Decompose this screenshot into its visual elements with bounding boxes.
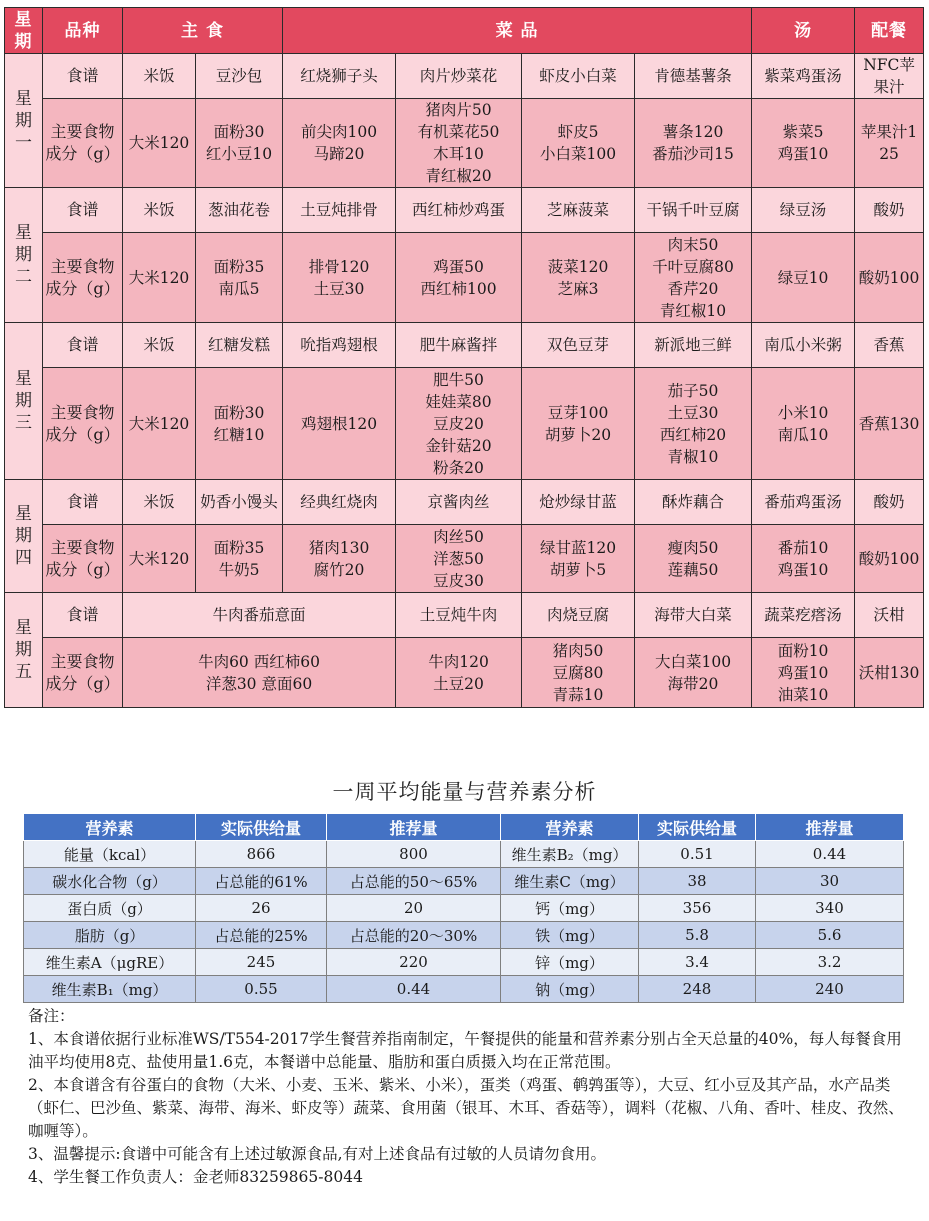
ingredient-line: 前尖肉100 <box>300 123 378 141</box>
ingredient-line: 菠菜120 <box>547 257 609 276</box>
analysis-row <box>24 976 904 1003</box>
day-label: 星期五 <box>5 593 43 708</box>
ingredient-cell <box>283 233 396 323</box>
analysis-cell: 245 <box>196 949 327 976</box>
ingredient-cell <box>635 99 752 188</box>
ingredient-cell <box>196 99 283 188</box>
ingredient-line: 牛奶5 <box>218 560 260 579</box>
analysis-cell: 蛋白质（g） <box>24 895 196 922</box>
ingredient-line: 芝麻3 <box>557 279 599 298</box>
recipe-item: 豆沙包 <box>196 54 283 99</box>
recipe-item: 葱油花卷 <box>196 188 283 233</box>
ingredient-cell <box>196 368 283 480</box>
ingredient-line: 面粉30 <box>213 403 265 422</box>
ingredient-line: 鸡蛋10 <box>777 560 829 579</box>
recipe-item: 米饭 <box>123 188 196 233</box>
menu-header-row <box>5 8 924 54</box>
ingredient-line: 薯条120 <box>662 123 724 141</box>
ingredient-line: 香蕉130 <box>858 414 920 433</box>
analysis-cell: 20 <box>327 895 501 922</box>
header-soup: 汤 <box>752 8 855 54</box>
ingredient-line: 鸡翅根120 <box>300 414 378 433</box>
analysis-cell: 维生素C（mg） <box>501 868 639 895</box>
ingredient-line: 绿甘蓝120 <box>539 538 617 557</box>
recipe-item: 干锅千叶豆腐 <box>635 188 752 233</box>
menu-recipe-row <box>5 188 924 233</box>
recipe-item: 南瓜小米粥 <box>752 323 855 368</box>
analysis-cell: 3.2 <box>756 949 904 976</box>
ingredient-cell <box>396 99 522 188</box>
analysis-cell: 维生素B₁（mg） <box>24 976 196 1003</box>
recipe-item: 米饭 <box>123 323 196 368</box>
weekly-menu-table <box>4 7 924 708</box>
ingredient-label: 主要食物成分（g） <box>43 233 123 323</box>
ingredient-line: 豆皮30 <box>433 571 484 590</box>
ingredient-line: 面粉35 <box>213 257 265 276</box>
ingredient-line: 鸡蛋10 <box>777 145 829 163</box>
analysis-cell: 占总能的20～30% <box>327 922 501 949</box>
ingredient-cell <box>396 525 522 593</box>
recipe-item: 沃柑 <box>855 593 924 638</box>
ingredient-line: 酸奶100 <box>858 268 920 287</box>
recipe-item: 绿豆汤 <box>752 188 855 233</box>
recipe-item: 虾皮小白菜 <box>522 54 635 99</box>
recipe-item: 土豆炖排骨 <box>283 188 396 233</box>
ingredient-line: 排骨120 <box>308 257 370 276</box>
recipe-item: 经典红烧肉 <box>283 480 396 525</box>
ingredient-cell <box>123 638 396 708</box>
ingredient-line: 土豆30 <box>313 279 365 298</box>
recipe-item: 酸奶 <box>855 188 924 233</box>
analysis-cell: 锌（mg） <box>501 949 639 976</box>
ingredient-cell <box>522 368 635 480</box>
ingredient-cell <box>283 368 396 480</box>
analysis-cell: 0.51 <box>639 841 756 868</box>
analysis-cell: 钙（mg） <box>501 895 639 922</box>
analysis-header-row <box>24 814 904 841</box>
ingredient-line: 红小豆10 <box>205 145 273 163</box>
ingredient-label: 主要食物成分（g） <box>43 638 123 708</box>
ingredient-line: 鸡蛋10 <box>777 663 829 682</box>
ingredient-line: 木耳10 <box>433 145 484 163</box>
ingredient-line: 紫菜5 <box>782 123 824 141</box>
recipe-label: 食谱 <box>43 480 123 525</box>
analysis-cell: 维生素A（μgRE） <box>24 949 196 976</box>
ingredient-line: 南瓜5 <box>218 279 260 298</box>
ingredient-cell <box>196 233 283 323</box>
recipe-label: 食谱 <box>43 188 123 233</box>
analysis-cell: 占总能的25% <box>196 922 327 949</box>
note-item: 2、本食谱含有谷蛋白的食物（大米、小麦、玉米、紫米、小米），蛋类（鸡蛋、鹌鹑蛋等），大豆、红小豆及其产品，水产品类（虾仁、巴沙鱼、紫菜、海带、海米、虾皮等）蔬菜、食用菌（银耳、木耳、香菇等），调料（花椒、八角、香叶、桂皮、孜然、咖喱等）。 <box>28 1076 904 1140</box>
ingredient-line: 有机菜花50 <box>417 123 500 141</box>
recipe-item: 米饭 <box>123 480 196 525</box>
ingredient-line: 南瓜10 <box>777 425 829 444</box>
recipe-item: 双色豆芽 <box>522 323 635 368</box>
ingredient-cell <box>196 525 283 593</box>
ingredient-line: 胡萝卜20 <box>544 425 612 444</box>
ingredient-cell <box>123 99 196 188</box>
ingredient-line: 茄子50 <box>667 381 719 400</box>
analysis-cell: 3.4 <box>639 949 756 976</box>
header-dishes: 菜 品 <box>283 8 752 54</box>
day-label: 星期三 <box>5 323 43 480</box>
ingredient-line: 大米120 <box>128 134 190 152</box>
ingredient-line: 腐竹20 <box>313 560 365 579</box>
ingredient-cell <box>396 368 522 480</box>
ingredient-line: 胡萝卜5 <box>549 560 607 579</box>
analysis-row <box>24 922 904 949</box>
menu-recipe-row <box>5 593 924 638</box>
ingredient-line: 红糖10 <box>213 425 265 444</box>
recipe-item: 肯德基薯条 <box>635 54 752 99</box>
analysis-cell: 维生素B₂（mg） <box>501 841 639 868</box>
analysis-cell: 铁（mg） <box>501 922 639 949</box>
analysis-title: 一周平均能量与营养素分析 <box>332 780 597 804</box>
ingredient-cell <box>522 233 635 323</box>
analysis-cell: 248 <box>639 976 756 1003</box>
analysis-row <box>24 949 904 976</box>
recipe-item: 香蕉 <box>855 323 924 368</box>
analysis-cell: 脂肪（g） <box>24 922 196 949</box>
ingredient-line: 油菜10 <box>777 685 829 704</box>
ingredient-line: 小白菜100 <box>539 145 617 163</box>
menu-recipe-row <box>5 54 924 99</box>
note-item: 4、学生餐工作负责人：金老师83259865-8044 <box>28 1168 363 1186</box>
analysis-row <box>24 895 904 922</box>
header-extra: 配餐 <box>855 8 924 54</box>
ingredient-line: 马蹄20 <box>313 145 365 163</box>
analysis-cell: 800 <box>327 841 501 868</box>
analysis-header-cell: 实际供给量 <box>196 814 327 841</box>
recipe-item: 红糖发糕 <box>196 323 283 368</box>
analysis-row <box>24 868 904 895</box>
ingredient-line: 肉末50 <box>667 235 719 254</box>
day-label: 星期一 <box>5 54 43 188</box>
ingredient-cell <box>855 99 924 188</box>
analysis-cell: 占总能的61% <box>196 868 327 895</box>
ingredient-line: 金针菇20 <box>425 436 492 455</box>
recipe-item: 紫菜鸡蛋汤 <box>752 54 855 99</box>
analysis-cell: 能量（kcal） <box>24 841 196 868</box>
ingredient-line: 面粉10 <box>777 641 829 660</box>
ingredient-line: 沃柑130 <box>858 663 920 682</box>
ingredient-line: 苹果汁125 <box>860 123 918 163</box>
analysis-header-cell: 推荐量 <box>327 814 501 841</box>
ingredient-cell <box>396 233 522 323</box>
analysis-header-cell: 实际供给量 <box>639 814 756 841</box>
ingredient-line: 西红柿100 <box>420 279 497 298</box>
analysis-cell: 0.55 <box>196 976 327 1003</box>
analysis-cell: 866 <box>196 841 327 868</box>
recipe-item: 吮指鸡翅根 <box>283 323 396 368</box>
ingredient-cell <box>522 525 635 593</box>
analysis-header-cell: 营养素 <box>501 814 639 841</box>
analysis-cell: 0.44 <box>327 976 501 1003</box>
analysis-cell: 340 <box>756 895 904 922</box>
ingredient-line: 土豆20 <box>433 674 484 693</box>
menu-ingredient-row <box>5 233 924 323</box>
ingredient-line: 青蒜10 <box>552 685 604 704</box>
ingredient-line: 番茄10 <box>777 538 829 557</box>
analysis-cell: 占总能的50～65% <box>327 868 501 895</box>
header-kind: 品种 <box>43 8 123 54</box>
ingredient-label: 主要食物成分（g） <box>43 99 123 188</box>
ingredient-cell <box>635 525 752 593</box>
ingredient-cell <box>283 99 396 188</box>
header-staple: 主 食 <box>123 8 283 54</box>
recipe-item: 肉烧豆腐 <box>522 593 635 638</box>
analysis-cell: 30 <box>756 868 904 895</box>
ingredient-cell <box>752 233 855 323</box>
ingredient-line: 酸奶100 <box>858 549 920 568</box>
day-label: 星期四 <box>5 480 43 593</box>
ingredient-cell <box>635 368 752 480</box>
recipe-item: 新派地三鲜 <box>635 323 752 368</box>
ingredient-line: 大米120 <box>128 414 190 433</box>
ingredient-line: 青红椒10 <box>659 301 727 320</box>
analysis-cell: 5.8 <box>639 922 756 949</box>
analysis-cell: 220 <box>327 949 501 976</box>
recipe-item: 牛肉番茄意面 <box>123 593 396 638</box>
recipe-item: 酸奶 <box>855 480 924 525</box>
ingredient-line: 面粉35 <box>213 538 265 557</box>
ingredient-line: 瘦肉50 <box>667 538 719 557</box>
notes-items <box>28 1028 908 1189</box>
recipe-item: 炝炒绿甘蓝 <box>522 480 635 525</box>
weekly-menu-body <box>5 8 924 708</box>
ingredient-line: 大白菜100 <box>654 652 732 671</box>
ingredient-cell <box>123 368 196 480</box>
recipe-item: 蔬菜疙瘩汤 <box>752 593 855 638</box>
recipe-item: 米饭 <box>123 54 196 99</box>
ingredient-label: 主要食物成分（g） <box>43 525 123 593</box>
header-day: 星期 <box>5 8 43 54</box>
menu-ingredient-row <box>5 368 924 480</box>
ingredient-line: 肉丝50 <box>433 527 484 546</box>
recipe-item: 肥牛麻酱拌 <box>396 323 522 368</box>
ingredient-line: 豆芽100 <box>547 403 609 422</box>
analysis-cell: 26 <box>196 895 327 922</box>
ingredient-line: 千叶豆腐80 <box>652 257 734 276</box>
ingredient-cell <box>752 525 855 593</box>
nutrition-analysis-body <box>24 814 904 1003</box>
recipe-item: 海带大白菜 <box>635 593 752 638</box>
ingredient-line: 洋葱30 意面60 <box>205 674 313 693</box>
notes-section <box>28 1005 908 1189</box>
ingredient-cell <box>752 99 855 188</box>
menu-ingredient-row <box>5 638 924 708</box>
ingredient-cell <box>855 368 924 480</box>
analysis-row <box>24 841 904 868</box>
analysis-header-cell: 营养素 <box>24 814 196 841</box>
ingredient-cell <box>123 233 196 323</box>
ingredient-line: 猪肉130 <box>308 538 370 557</box>
ingredient-line: 西红柿20 <box>659 425 727 444</box>
recipe-item: 西红柿炒鸡蛋 <box>396 188 522 233</box>
ingredient-cell <box>396 638 522 708</box>
menu-recipe-row <box>5 323 924 368</box>
ingredient-cell <box>522 99 635 188</box>
ingredient-line: 绿豆10 <box>777 268 829 287</box>
ingredient-cell <box>635 233 752 323</box>
ingredient-line: 海带20 <box>667 674 719 693</box>
analysis-cell: 38 <box>639 868 756 895</box>
ingredient-cell <box>522 638 635 708</box>
analysis-cell: 0.44 <box>756 841 904 868</box>
ingredient-line: 豆皮20 <box>433 414 484 433</box>
ingredient-line: 香芹20 <box>667 279 719 298</box>
notes-label: 备注： <box>28 1007 75 1025</box>
ingredient-label: 主要食物成分（g） <box>43 368 123 480</box>
ingredient-cell <box>752 638 855 708</box>
day-label: 星期二 <box>5 188 43 323</box>
menu-ingredient-row <box>5 99 924 188</box>
ingredient-line: 牛肉60 西红柿60 <box>198 652 320 671</box>
recipe-item: 酥炸藕合 <box>635 480 752 525</box>
recipe-item: 番茄鸡蛋汤 <box>752 480 855 525</box>
menu-ingredient-row <box>5 525 924 593</box>
ingredient-line: 莲藕50 <box>667 560 719 579</box>
ingredient-cell <box>855 638 924 708</box>
ingredient-line: 土豆30 <box>667 403 719 422</box>
nutrition-analysis-table <box>23 813 904 1003</box>
ingredient-cell <box>855 233 924 323</box>
recipe-item: 红烧狮子头 <box>283 54 396 99</box>
recipe-item: NFC苹果汁 <box>855 54 924 99</box>
ingredient-line: 小米10 <box>777 403 829 422</box>
ingredient-line: 青红椒20 <box>425 167 492 185</box>
analysis-cell: 356 <box>639 895 756 922</box>
analysis-header-cell: 推荐量 <box>756 814 904 841</box>
ingredient-line: 豆腐80 <box>552 663 604 682</box>
ingredient-line: 洋葱50 <box>433 549 484 568</box>
ingredient-line: 面粉30 <box>213 123 265 141</box>
menu-recipe-row <box>5 480 924 525</box>
recipe-label: 食谱 <box>43 323 123 368</box>
ingredient-line: 牛肉120 <box>428 652 489 671</box>
ingredient-line: 大米120 <box>128 268 190 287</box>
recipe-label: 食谱 <box>43 54 123 99</box>
recipe-item: 芝麻菠菜 <box>522 188 635 233</box>
ingredient-line: 粉条20 <box>433 458 484 477</box>
note-item: 3、温馨提示:食谱中可能含有上述过敏源食品,有对上述食品有过敏的人员请勿食用。 <box>28 1145 607 1163</box>
recipe-label: 食谱 <box>43 593 123 638</box>
ingredient-cell <box>635 638 752 708</box>
analysis-cell: 5.6 <box>756 922 904 949</box>
recipe-item: 土豆炖牛肉 <box>396 593 522 638</box>
recipe-item: 京酱肉丝 <box>396 480 522 525</box>
ingredient-line: 番茄沙司15 <box>652 145 734 163</box>
ingredient-cell <box>123 525 196 593</box>
ingredient-line: 大米120 <box>128 549 190 568</box>
ingredient-line: 虾皮5 <box>557 123 599 141</box>
ingredient-line: 鸡蛋50 <box>433 257 484 276</box>
ingredient-line: 猪肉片50 <box>425 101 492 119</box>
ingredient-line: 肥牛50 <box>433 370 484 389</box>
recipe-item: 肉片炒菜花 <box>396 54 522 99</box>
ingredient-line: 娃娃菜80 <box>425 392 492 411</box>
ingredient-line: 猪肉50 <box>552 641 604 660</box>
analysis-cell: 钠（mg） <box>501 976 639 1003</box>
ingredient-cell <box>855 525 924 593</box>
note-item: 1、本食谱依据行业标准WS/T554-2017学生餐营养指南制定，午餐提供的能量和营养素分别占全天总量的40%，每人每餐食用油平均使用8克、盐使用量1.6克，本餐谱中总能量、脂肪和蛋白质摄入均在正常范围。 <box>28 1030 902 1071</box>
analysis-cell: 240 <box>756 976 904 1003</box>
ingredient-cell <box>283 525 396 593</box>
ingredient-line: 青椒10 <box>667 447 719 466</box>
recipe-item: 奶香小馒头 <box>196 480 283 525</box>
ingredient-cell <box>752 368 855 480</box>
analysis-cell: 碳水化合物（g） <box>24 868 196 895</box>
